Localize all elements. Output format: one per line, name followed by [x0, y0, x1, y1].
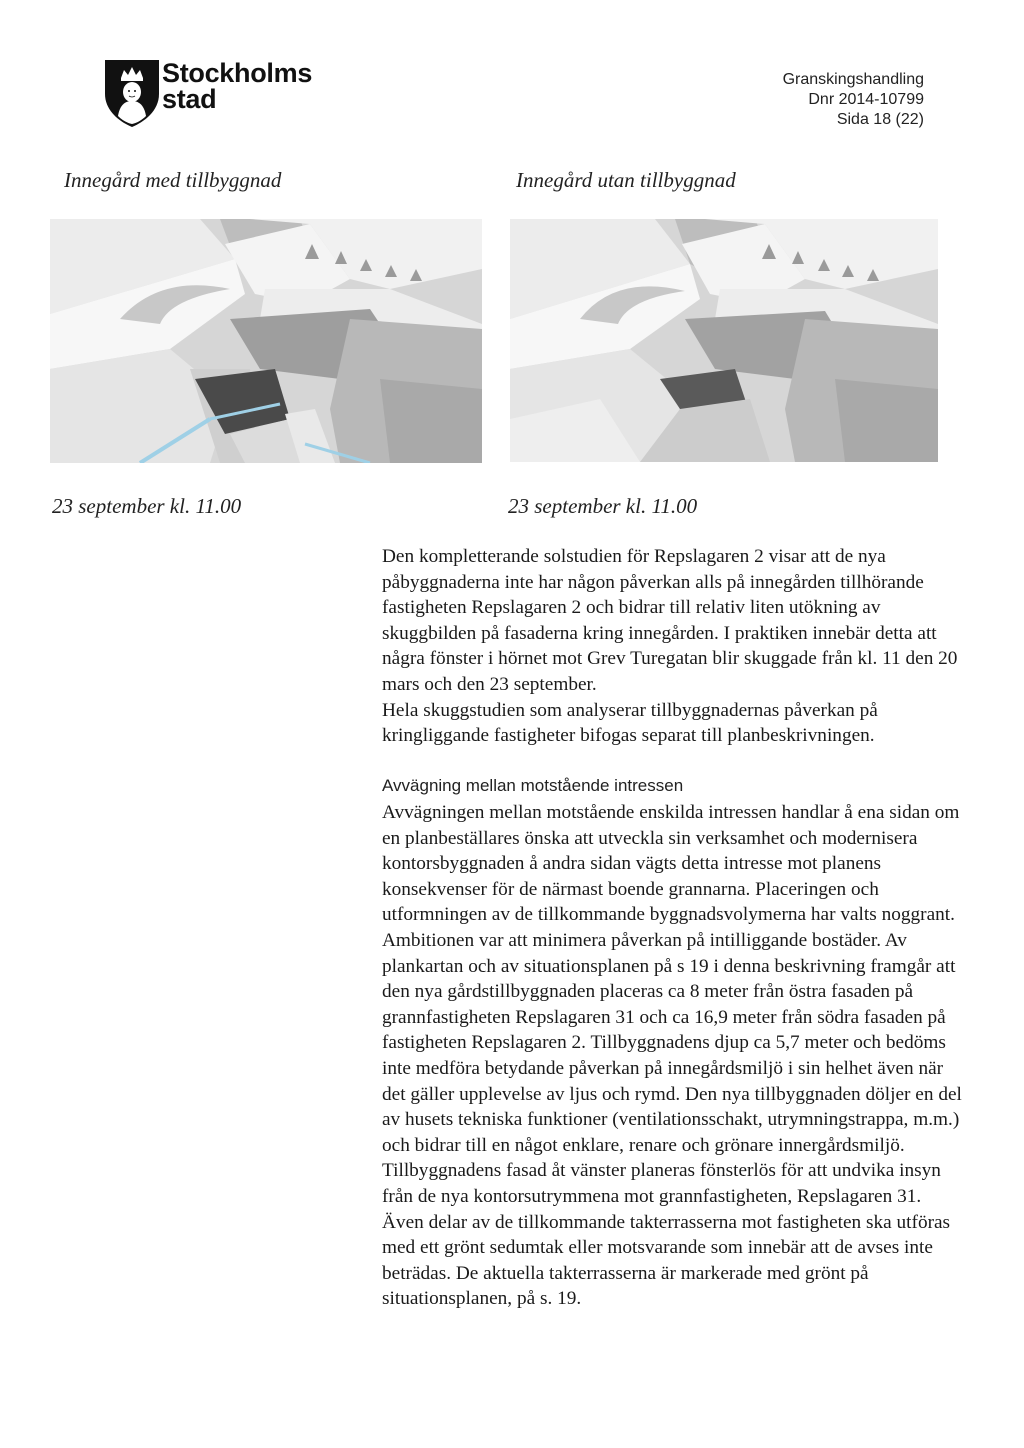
paragraph-solar-study: Den kompletterande solstudien för Repslagaren 2 visar att de nya påbyggnaderna inte har någon påverkan alls på innegården tillhörande fastigheten Repslagaren 2 och bidrar till relativ liten utökning av skuggbilden på fasaderna kring innegården. I praktiken innebär detta att några fönster i hörnet mot Grev Turegatan blir skuggade från kl. 11 den 20 mars och den 23 september. [382, 546, 958, 695]
shadow-study-image-without-extension [510, 219, 938, 462]
doc-number: Dnr 2014-10799 [808, 91, 924, 108]
figure-2-date-caption: 23 september kl. 11.00 [508, 494, 698, 518]
section-heading: Avvägning mellan motstående intressen [382, 776, 684, 795]
figure-1-caption: Innegård med tillbyggnad [64, 168, 282, 192]
document-header-info [783, 70, 924, 130]
figure-1-date-caption: 23 september kl. 11.00 [52, 494, 242, 518]
paragraph-interest-balancing: Avvägningen mellan motstående enskilda intressen handlar å ena sidan om en planbeställares önska att utveckla sin verksamhet och modernisera kontorsbyggnaden å andra sidan vägts detta intresse mot planens konsekvenser för de närmast boende grannarna. Placeringen och utformningen av de tillkommande byggnadsvolymerna har valts noggrant. Ambitionen var att minimera påverkan på intilliggande bostäder. Av plankartan och av situationsplanen på s 19 i denna beskrivning framgår att den nya gårdstillbyggnaden placeras ca 8 meter från östra fasaden på grannfastigheten Repslagaren 31 och ca 16,9 meter från södra fasaden på fastigheten Repslagaren 2. Tillbyggnadens djup ca 5,7 meter och bedöms inte medföra betydande påverkan på innegårdsmiljö i sin helhet även när det gäller upplevelse av ljus och rymd. Den nya tillbyggnaden döljer en del av husets tekniska funktioner (ventilationsschakt, utrymningstrappa, m.m.) och bidrar till en något enklare, renare och grönare innergårdsmiljö. Tillbyggnadens fasad åt vänster planeras fönsterlös för att undvika insyn från de nya kontorsutrymmena mot grannfastigheten, Repslagaren 31. Även delar av de tillkommande takterrasserna mot fastigheten ska utföras med ett grönt sedumtak eller motsvarande som innebär att de avses inte beträdas. De aktuella takterrasserna är markerade med grönt på situationsplanen, på s. 19. [382, 802, 962, 1310]
logo-line-2: stad [162, 84, 217, 114]
logo-line-1: Stockholms [162, 58, 313, 88]
shadow-study-image-with-extension [50, 219, 482, 463]
logo-wordmark [162, 60, 312, 112]
paragraph-shadow-study-attachment: Hela skuggstudien som analyserar tillbyggnadernas påverkan på kringliggande fastigheter bifogas separat till planbeskrivningen. [382, 699, 878, 747]
body-section-1 [382, 544, 962, 749]
figure-2-caption: Innegård utan tillbyggnad [516, 168, 736, 192]
page-number: Sida 18 (22) [836, 111, 924, 128]
stockholms-stad-logo [102, 56, 162, 128]
body-section-2 [382, 800, 962, 1312]
doc-type: Granskingshandling [782, 71, 924, 88]
